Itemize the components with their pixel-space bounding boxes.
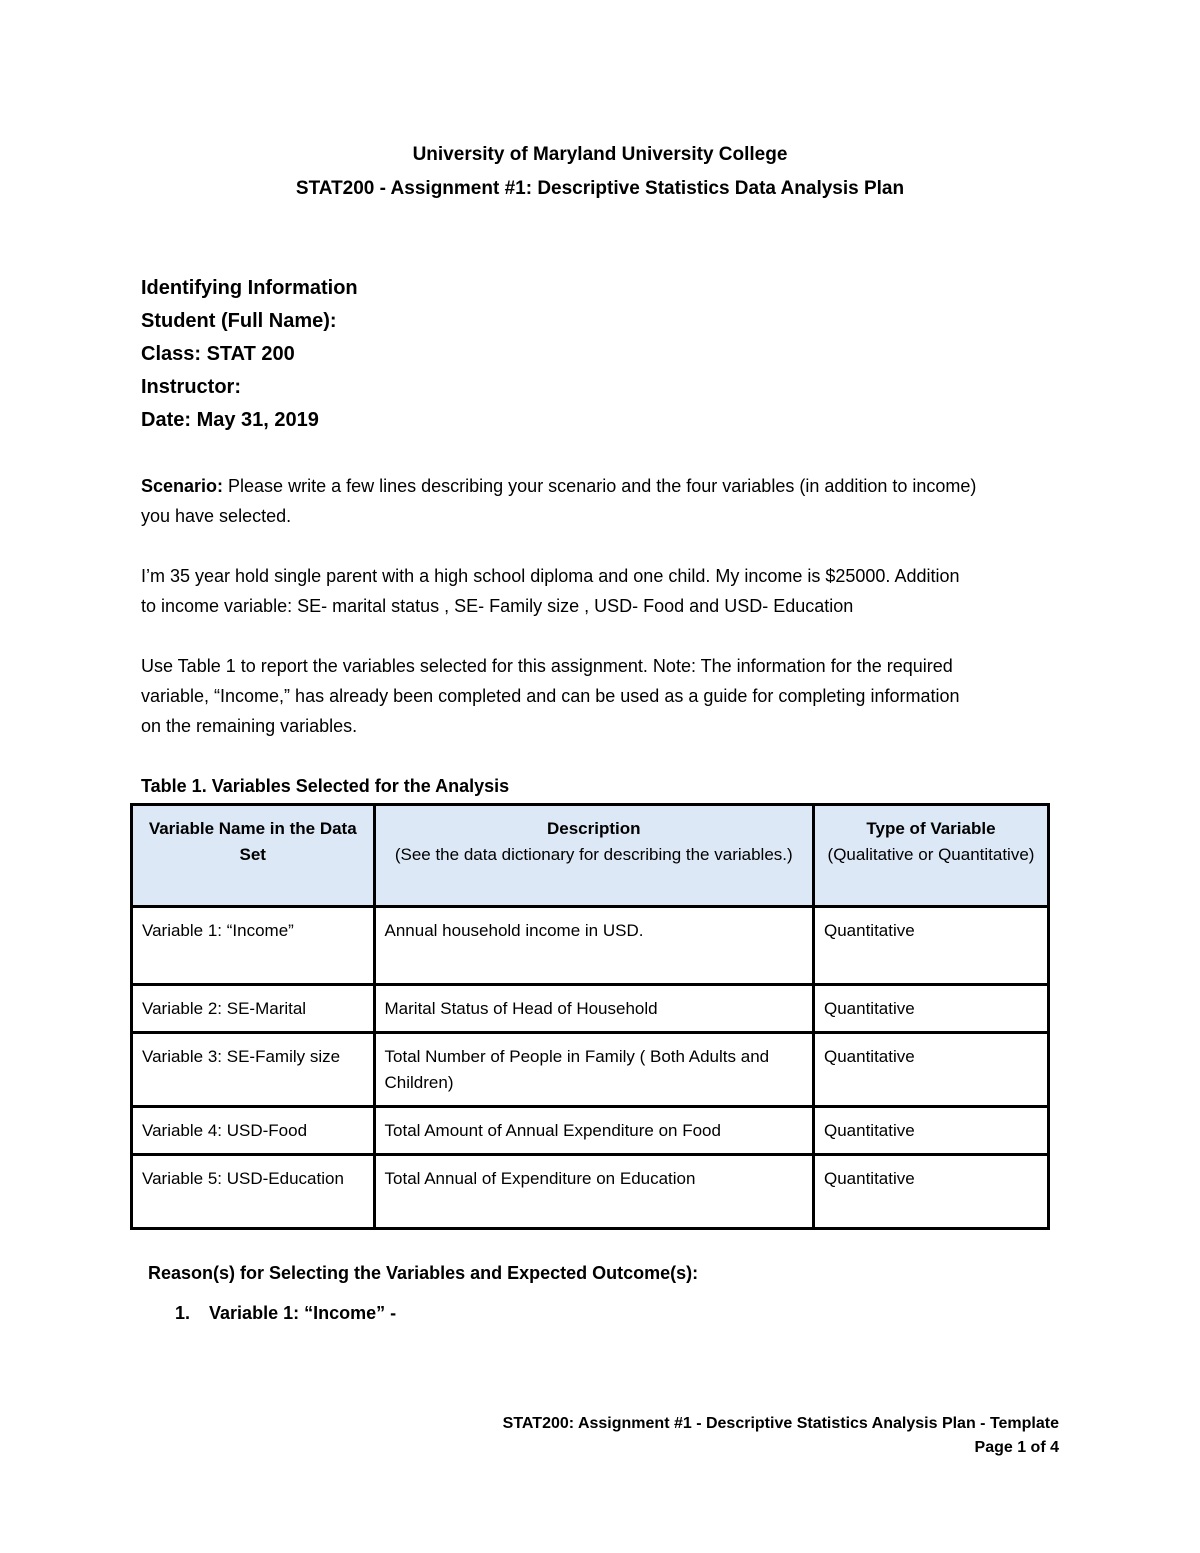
cell-variable-name: Variable 2: SE-Marital <box>132 985 375 1033</box>
cell-variable-name: Variable 5: USD-Education <box>132 1155 375 1229</box>
cell-description: Marital Status of Head of Household <box>374 985 813 1033</box>
instructions-line3: on the remaining variables. <box>141 716 358 736</box>
cell-description: Total Amount of Annual Expenditure on Food <box>374 1107 813 1155</box>
table-caption: Table 1. Variables Selected for the Analysis <box>141 776 510 796</box>
header-variable-name: Variable Name in the Data Set <box>132 805 375 907</box>
table-row <box>132 1033 1049 1107</box>
instructions-line2: variable, “Income,” has already been completed and can be used as a guide for completing information <box>141 686 960 706</box>
university-title: University of Maryland University College <box>412 144 788 165</box>
variables-table <box>130 803 1050 1230</box>
page-footer <box>503 1412 1059 1460</box>
scenario-prompt-line2: you have selected. <box>141 506 292 526</box>
scenario-prompt-line1: Please write a few lines describing your scenario and the four variables (in addition to income) <box>223 476 977 496</box>
cell-type: Quantitative <box>813 1155 1048 1229</box>
cell-description: Annual household income in USD. <box>374 907 813 985</box>
student-name-line: Student (Full Name): <box>141 310 337 332</box>
cell-variable-name: Variable 1: “Income” <box>132 907 375 985</box>
cell-type: Quantitative <box>813 1107 1048 1155</box>
cell-type: Quantitative <box>813 1033 1048 1107</box>
scenario-answer-line2: to income variable: SE- marital status , SE- Family size , USD- Food and USD- Education <box>141 596 854 616</box>
instructions-line1: Use Table 1 to report the variables selected for this assignment. Note: The information for the required <box>141 656 953 676</box>
scenario-answer-line1: I’m 35 year hold single parent with a high school diploma and one child. My income is $25000. Addition <box>141 566 960 586</box>
cell-type: Quantitative <box>813 907 1048 985</box>
table-instructions <box>141 651 1071 741</box>
table-row <box>132 1155 1049 1229</box>
cell-variable-name: Variable 4: USD-Food <box>132 1107 375 1155</box>
table-row <box>132 1107 1049 1155</box>
footer-title: STAT200: Assignment #1 - Descriptive Statistics Analysis Plan - Template <box>502 1415 1059 1432</box>
date-line: Date: May 31, 2019 <box>141 409 319 431</box>
table-row <box>132 907 1049 985</box>
instructor-line: Instructor: <box>141 376 241 398</box>
header-type: Type of Variable (Qualitative or Quantitative) <box>813 805 1048 907</box>
scenario-prompt <box>141 471 1071 531</box>
cell-description: Total Annual of Expenditure on Education <box>374 1155 813 1229</box>
page-number: Page 1 of 4 <box>974 1439 1059 1456</box>
cell-type: Quantitative <box>813 985 1048 1033</box>
list-item-text: Variable 1: “Income” - <box>209 1303 397 1323</box>
scenario-answer <box>141 561 1071 621</box>
reasons-item-1 <box>175 1303 396 1324</box>
list-number: 1. <box>175 1303 191 1323</box>
identifying-heading: Identifying Information <box>141 277 358 299</box>
header-description: Description (See the data dictionary for describing the variables.) <box>374 805 813 907</box>
cell-variable-name: Variable 3: SE-Family size <box>132 1033 375 1107</box>
reasons-heading: Reason(s) for Selecting the Variables and Expected Outcome(s): <box>148 1263 699 1283</box>
scenario-label: Scenario: <box>141 476 224 496</box>
table-header-row <box>132 805 1049 907</box>
table-row <box>132 985 1049 1033</box>
class-line: Class: STAT 200 <box>141 343 295 365</box>
cell-description: Total Number of People in Family ( Both Adults and Children) <box>374 1033 813 1107</box>
assignment-title: STAT200 - Assignment #1: Descriptive Statistics Data Analysis Plan <box>295 178 905 199</box>
